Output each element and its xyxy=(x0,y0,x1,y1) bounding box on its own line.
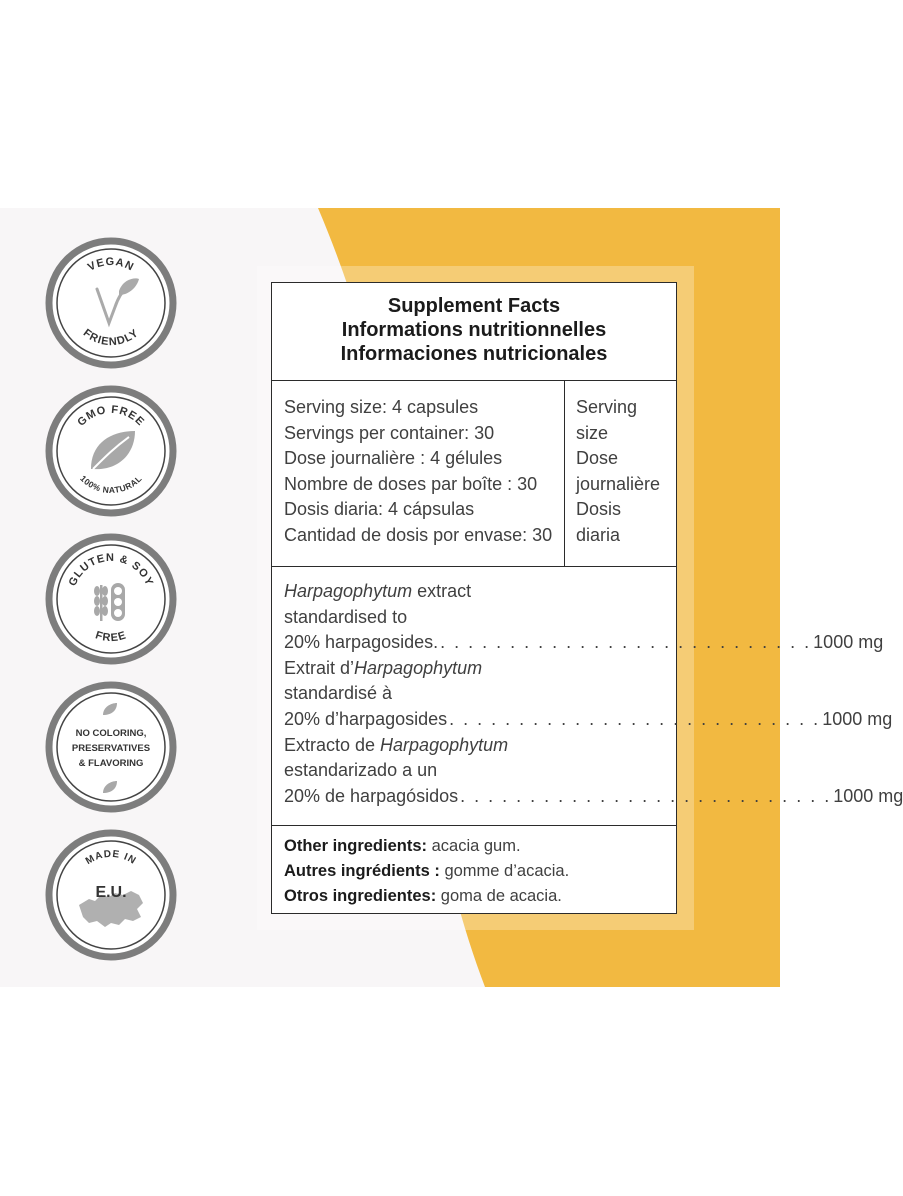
other-ingredients-en xyxy=(284,834,676,859)
facts-title-fr: Informations nutritionnelles xyxy=(341,319,607,341)
extract-name-line xyxy=(284,656,676,682)
serving-header-line: size xyxy=(576,422,609,443)
other-label: Otros ingredientes: xyxy=(284,887,437,905)
extract-prefix: Extrait d’ xyxy=(284,657,355,678)
serving-header-line: Serving xyxy=(576,397,638,417)
extract-amount-row xyxy=(284,707,893,733)
dot-leader: . . . . . . . . . . . . . . . . . . . . . . . . . . . xyxy=(449,708,821,729)
serving-line: Dose journalière : 4 gélules xyxy=(284,448,503,469)
badge-top-text: VEGAN xyxy=(85,255,137,274)
other-ingredients-section xyxy=(272,826,676,909)
extract-amount: 1000 mg xyxy=(813,632,884,653)
extract-percent: 20% d’harpagosides xyxy=(284,708,448,729)
extract-section xyxy=(272,567,903,826)
serving-header-line: Dosis xyxy=(576,499,622,520)
other-label: Other ingredients: xyxy=(284,837,428,855)
extract-name-line xyxy=(284,579,676,605)
extract-prefix: Extracto de xyxy=(284,734,381,755)
serving-line: Dosis diaria: 4 cápsulas xyxy=(284,499,475,520)
gluten-soy-free-badge xyxy=(45,533,177,665)
dot-leader: . . . . . . . . . . . . . . . . . . . . . . . . . . . xyxy=(460,785,832,806)
serving-header-line: diaria xyxy=(576,524,621,545)
badge-top-text: GLUTEN & SOY xyxy=(66,551,156,589)
serving-column-header xyxy=(565,381,660,566)
badge-top-text: MADE IN xyxy=(83,848,139,868)
made-in-eu-badge xyxy=(45,829,177,961)
serving-line: Cantidad de dosis por envase: 30 xyxy=(284,524,553,545)
other-ingredients-fr xyxy=(284,859,676,884)
other-value: acacia gum. xyxy=(427,837,521,855)
extract-botanical-name: Harpagophytum xyxy=(380,734,509,755)
extract-amount-row xyxy=(284,630,884,656)
extract-botanical-name: Harpagophytum xyxy=(354,657,483,678)
serving-header-line: journalière xyxy=(576,473,661,494)
extract-percent: 20% de harpagósidos xyxy=(284,785,459,806)
serving-line: Nombre de doses par boîte : 30 xyxy=(284,473,538,494)
other-ingredients-es xyxy=(284,884,676,909)
vegan-friendly-badge xyxy=(45,237,177,369)
other-value: goma de acacia. xyxy=(436,887,562,905)
other-label: Autres ingrédients : xyxy=(284,862,440,880)
extract-amount-row xyxy=(284,784,903,810)
badge-top-text: GMO FREE xyxy=(75,403,147,429)
extract-name-line xyxy=(284,733,676,759)
facts-title-block xyxy=(272,283,676,381)
badge-bottom-text: FRIENDLY xyxy=(80,326,142,349)
extract-standard-line: estandarizado a un xyxy=(284,760,438,781)
facts-title-es: Informaciones nutricionales xyxy=(340,343,608,365)
extract-suffix: extract xyxy=(412,581,472,601)
badge-line-3: & FLAVORING xyxy=(78,758,144,769)
extract-botanical-name: Harpagophytum xyxy=(284,581,413,601)
supplement-facts-panel xyxy=(271,282,903,914)
facts-title-en: Supplement Facts xyxy=(387,295,561,317)
no-coloring-badge xyxy=(45,681,177,813)
extract-entry-en xyxy=(284,579,884,656)
badge-bottom-text: 100% NATURAL xyxy=(78,473,144,496)
badge-line-2: PRESERVATIVES xyxy=(71,743,151,754)
serving-header-line: Dose xyxy=(576,448,619,469)
badge-bottom-text: FREE xyxy=(93,629,129,645)
extract-percent: 20% harpagosides. xyxy=(284,632,439,653)
other-value: gomme d’acacia. xyxy=(439,862,570,880)
serving-line: Serving size: 4 capsules xyxy=(284,397,479,417)
badge-center-text: E.U. xyxy=(95,884,127,901)
dot-leader: . . . . . . . . . . . . . . . . . . . . . . . . . . . xyxy=(440,632,812,653)
serving-info xyxy=(272,381,565,566)
serving-section xyxy=(272,381,676,567)
extract-standard-line: standardised to xyxy=(284,606,408,627)
extract-amount: 1000 mg xyxy=(822,708,893,729)
extract-amount: 1000 mg xyxy=(833,785,903,806)
gmo-free-badge xyxy=(45,385,177,517)
serving-line: Servings per container: 30 xyxy=(284,422,495,443)
extract-entry-es xyxy=(284,733,903,810)
extract-standard-line: standardisé à xyxy=(284,683,393,704)
badge-line-1: NO COLORING, xyxy=(75,728,147,739)
extract-entry-fr xyxy=(284,656,893,733)
